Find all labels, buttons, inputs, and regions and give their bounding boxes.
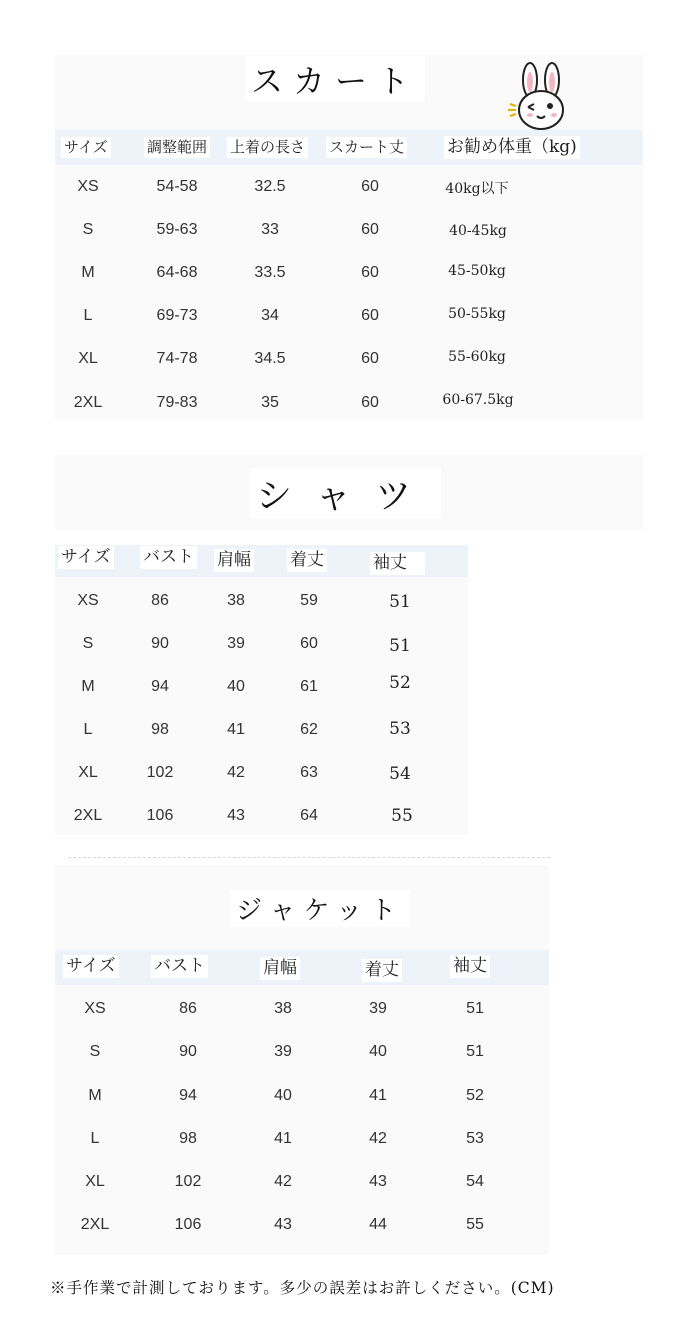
shirt-cell-sleeve: 52 — [389, 673, 411, 693]
skirt-cell-adjust-range: 64-68 — [156, 264, 198, 281]
skirt-cell-size: 2XL — [73, 394, 103, 411]
shirt-cell-shoulder: 38 — [227, 592, 245, 609]
shirt-cell-size: XL — [78, 764, 98, 781]
jacket-cell-length: 42 — [369, 1130, 387, 1147]
shirt-cell-sleeve: 55 — [391, 806, 413, 826]
rabbit-mascot-icon — [500, 60, 580, 136]
skirt-cell-skirt-length: 60 — [361, 394, 379, 411]
skirt-cell-top-length: 33 — [261, 221, 279, 238]
skirt-cell-size: M — [81, 264, 95, 281]
jacket-cell-shoulder: 38 — [274, 1000, 292, 1017]
skirt-cell-size: L — [83, 307, 93, 324]
skirt-cell-adjust-range: 54-58 — [156, 178, 198, 195]
jacket-cell-length: 43 — [369, 1173, 387, 1190]
skirt-cell-skirt-length: 60 — [361, 307, 379, 324]
skirt-cell-weight: 40-45kg — [449, 223, 507, 239]
skirt-header-adjust-range: 調整範囲 — [144, 137, 210, 158]
skirt-cell-size: S — [82, 221, 94, 238]
shirt-cell-size: XS — [77, 592, 99, 609]
skirt-cell-skirt-length: 60 — [361, 178, 379, 195]
shirt-header-length: 着丈 — [287, 549, 327, 572]
jacket-cell-size: 2XL — [80, 1216, 110, 1233]
skirt-cell-top-length: 33.5 — [254, 264, 286, 281]
jacket-cell-size: M — [88, 1087, 102, 1104]
skirt-cell-skirt-length: 60 — [361, 221, 379, 238]
shirt-cell-bust: 90 — [151, 635, 169, 652]
skirt-cell-weight: 50-55kg — [448, 306, 506, 322]
skirt-header-top-length: 上着の長さ — [227, 137, 308, 158]
skirt-header-skirt-length: スカート丈 — [326, 137, 407, 158]
shirt-cell-length: 61 — [300, 678, 318, 695]
shirt-cell-length: 63 — [300, 764, 318, 781]
shirt-cell-length: 60 — [300, 635, 318, 652]
skirt-cell-skirt-length: 60 — [361, 264, 379, 281]
skirt-cell-top-length: 32.5 — [254, 178, 286, 195]
jacket-cell-size: L — [90, 1130, 100, 1147]
skirt-cell-weight: 45-50kg — [448, 263, 506, 279]
shirt-cell-length: 64 — [300, 807, 318, 824]
jacket-cell-length: 39 — [369, 1000, 387, 1017]
jacket-cell-sleeve: 52 — [466, 1087, 484, 1104]
shirt-header-bust: バスト — [140, 546, 197, 569]
shirt-header-size: サイズ — [58, 546, 114, 569]
shirt-cell-sleeve: 54 — [389, 764, 411, 784]
measurement-note: ※手作業で計測しております。多少の誤差はお許しください。(CM) — [50, 1279, 555, 1297]
shirt-cell-shoulder: 42 — [227, 764, 245, 781]
shirt-cell-length: 59 — [300, 592, 318, 609]
skirt-header-recommended-weight: お勧め体重（kg) — [444, 136, 580, 159]
shirt-cell-shoulder: 41 — [227, 721, 245, 738]
jacket-cell-length: 40 — [369, 1043, 387, 1060]
jacket-cell-bust: 98 — [179, 1130, 197, 1147]
jacket-cell-shoulder: 41 — [274, 1130, 292, 1147]
jacket-cell-shoulder: 39 — [274, 1043, 292, 1060]
shirt-cell-shoulder: 39 — [227, 635, 245, 652]
jacket-cell-size: XL — [85, 1173, 105, 1190]
shirt-cell-sleeve: 53 — [389, 719, 411, 739]
jacket-cell-length: 41 — [369, 1087, 387, 1104]
shirt-cell-size: 2XL — [73, 807, 103, 824]
jacket-cell-sleeve: 54 — [466, 1173, 484, 1190]
shirt-cell-bust: 106 — [146, 807, 174, 824]
jacket-cell-sleeve: 51 — [466, 1043, 484, 1060]
skirt-cell-size: XS — [77, 178, 99, 195]
skirt-cell-weight: 55-60kg — [448, 349, 506, 365]
jacket-cell-bust: 90 — [179, 1043, 197, 1060]
skirt-header-size: サイズ — [61, 137, 111, 158]
section-divider — [68, 857, 550, 858]
skirt-cell-skirt-length: 60 — [361, 350, 379, 367]
shirt-cell-bust: 102 — [146, 764, 174, 781]
shirt-cell-length: 62 — [300, 721, 318, 738]
shirt-cell-shoulder: 40 — [227, 678, 245, 695]
shirt-title: シャツ — [250, 468, 441, 519]
jacket-cell-sleeve: 55 — [466, 1216, 484, 1233]
jacket-cell-sleeve: 53 — [466, 1130, 484, 1147]
skirt-title: スカート — [245, 56, 425, 102]
skirt-cell-size: XL — [78, 350, 98, 367]
jacket-title: ジャケット — [230, 890, 410, 927]
jacket-cell-size: S — [89, 1043, 101, 1060]
jacket-header-size: サイズ — [63, 955, 119, 978]
shirt-cell-bust: 94 — [151, 678, 169, 695]
jacket-cell-shoulder: 43 — [274, 1216, 292, 1233]
shirt-cell-size: L — [83, 721, 93, 738]
shirt-cell-size: S — [82, 635, 94, 652]
skirt-cell-top-length: 35 — [261, 394, 279, 411]
jacket-cell-bust: 106 — [174, 1216, 202, 1233]
jacket-cell-size: XS — [84, 1000, 106, 1017]
jacket-cell-bust: 102 — [174, 1173, 202, 1190]
jacket-header-shoulder: 肩幅 — [260, 957, 300, 980]
shirt-header-sleeve: 袖丈 — [370, 552, 425, 575]
jacket-cell-bust: 94 — [179, 1087, 197, 1104]
jacket-cell-bust: 86 — [179, 1000, 197, 1017]
jacket-cell-sleeve: 51 — [466, 1000, 484, 1017]
jacket-cell-shoulder: 40 — [274, 1087, 292, 1104]
skirt-cell-adjust-range: 59-63 — [156, 221, 198, 238]
shirt-cell-bust: 98 — [151, 721, 169, 738]
skirt-cell-weight: 60-67.5kg — [442, 392, 514, 408]
shirt-cell-size: M — [81, 678, 95, 695]
skirt-cell-weight: 40kg以下 — [445, 181, 509, 197]
skirt-cell-adjust-range: 74-78 — [156, 350, 198, 367]
jacket-header-bust: バスト — [151, 955, 208, 978]
shirt-header-shoulder: 肩幅 — [214, 549, 254, 572]
shirt-cell-shoulder: 43 — [227, 807, 245, 824]
shirt-cell-sleeve: 51 — [389, 592, 411, 612]
jacket-cell-length: 44 — [369, 1216, 387, 1233]
jacket-header-sleeve: 袖丈 — [450, 955, 490, 978]
skirt-cell-top-length: 34 — [261, 307, 279, 324]
skirt-cell-adjust-range: 69-73 — [156, 307, 198, 324]
jacket-header-length: 着丈 — [362, 959, 402, 982]
skirt-cell-top-length: 34.5 — [254, 350, 286, 367]
shirt-cell-sleeve: 51 — [389, 636, 411, 656]
shirt-cell-bust: 86 — [151, 592, 169, 609]
jacket-cell-shoulder: 42 — [274, 1173, 292, 1190]
skirt-cell-adjust-range: 79-83 — [156, 394, 198, 411]
